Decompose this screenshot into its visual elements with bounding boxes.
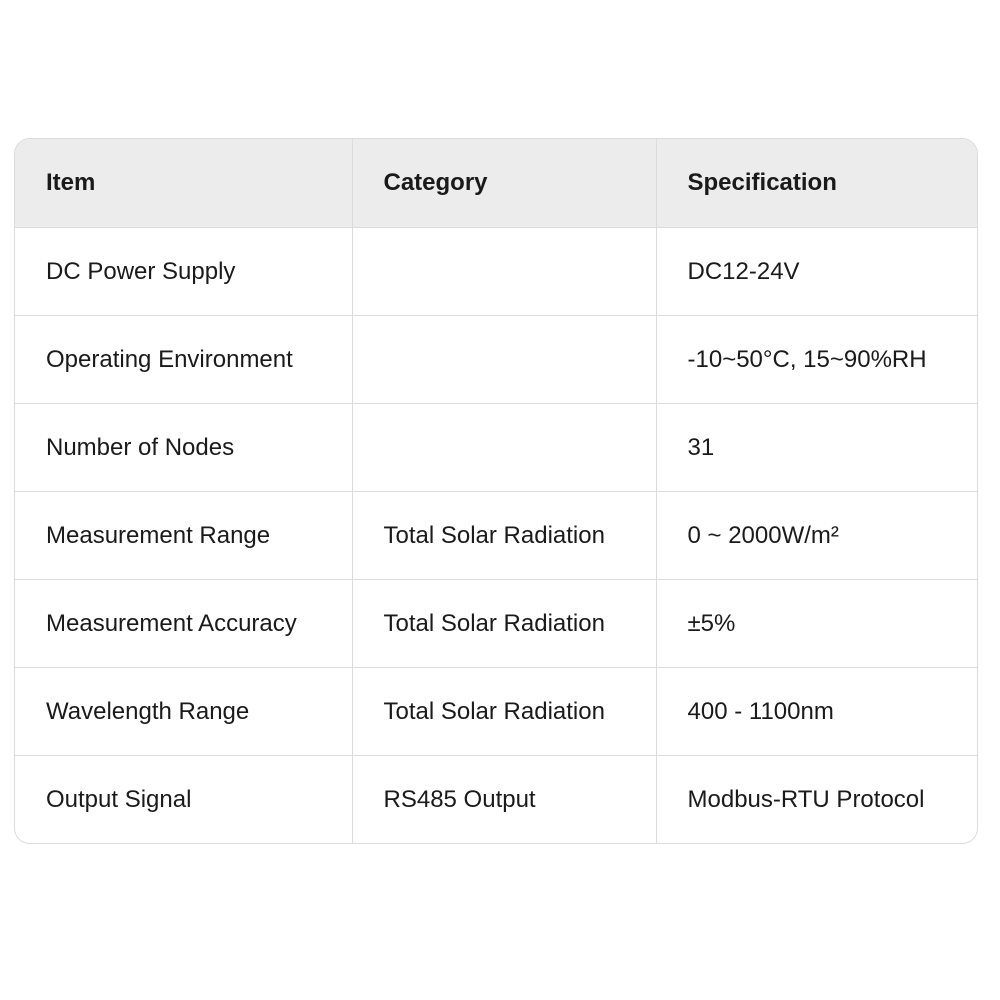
cell-item: Operating Environment xyxy=(15,316,352,404)
header-category: Category xyxy=(352,139,656,228)
table-row xyxy=(15,668,977,756)
table-header-row xyxy=(15,139,977,228)
cell-specification: ±5% xyxy=(656,580,977,668)
spec-table-container xyxy=(14,138,978,844)
table-row xyxy=(15,316,977,404)
cell-item: DC Power Supply xyxy=(15,228,352,316)
header-specification: Specification xyxy=(656,139,977,228)
table-row xyxy=(15,756,977,844)
table-row xyxy=(15,492,977,580)
cell-category: RS485 Output xyxy=(352,756,656,844)
cell-specification: Modbus-RTU Protocol xyxy=(687,785,925,813)
spec-table xyxy=(15,139,977,843)
cell-item: Number of Nodes xyxy=(15,404,352,492)
cell-item: Measurement Accuracy xyxy=(15,580,352,668)
table-row xyxy=(15,580,977,668)
cell-item: Output Signal xyxy=(15,756,352,844)
cell-category: Total Solar Radiation xyxy=(352,580,656,668)
cell-specification: DC12-24V xyxy=(656,228,977,316)
cell-specification: -10~50°C, 15~90%RH xyxy=(656,316,977,404)
cell-category xyxy=(352,228,656,316)
cell-category: Total Solar Radiation xyxy=(352,668,656,756)
cell-category xyxy=(352,404,656,492)
header-item: Item xyxy=(15,139,352,228)
cell-specification: 400 - 1100nm xyxy=(656,668,977,756)
cell-specification: 31 xyxy=(656,404,977,492)
cell-item: Measurement Range xyxy=(15,492,352,580)
table-row xyxy=(15,404,977,492)
cell-specification: 0 ~ 2000W/m² xyxy=(656,492,977,580)
cell-category: Total Solar Radiation xyxy=(352,492,656,580)
cell-category xyxy=(352,316,656,404)
cell-item: Wavelength Range xyxy=(15,668,352,756)
table-row xyxy=(15,228,977,316)
